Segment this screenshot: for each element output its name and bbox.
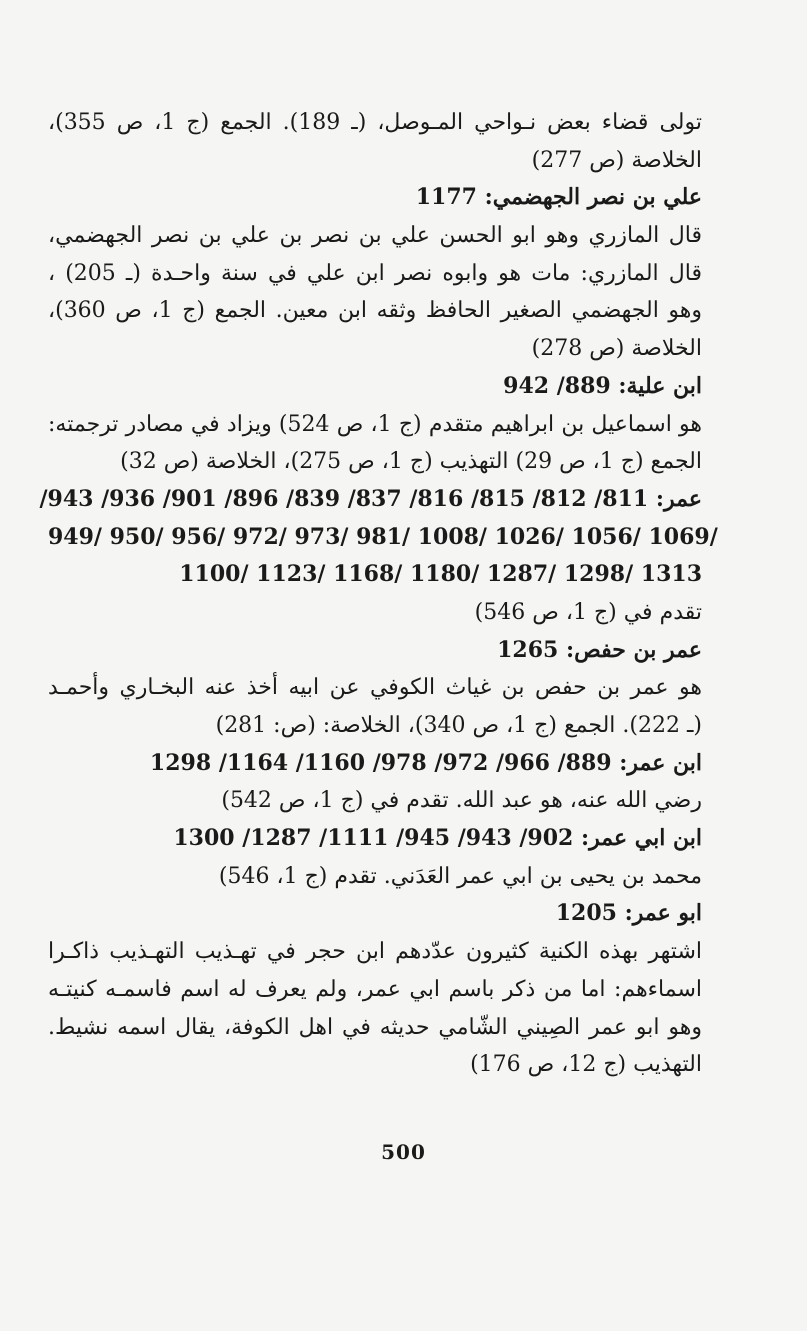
text-line: الجمع (ج 1، ص 29) التهذيب (ج 1، ص 275)، الخلاصة (ص 32) [120,449,702,475]
text-line: الخلاصة (ص 277) [531,147,702,173]
entry-heading: ابن عمر: 889/ 966/ 972/ 978/ 1160/ 1164/ 1298 [149,749,702,776]
text-line: اشتهر بهذه الكنية كثيرون عدّدهم ابن حجر في تهـذيب التهـذيب ذاكـرا [48,939,702,965]
text-line: تولى قضاء بعض نـواحي المـوصل، (ـ 189). الجمع (ج 1، ص 355)، [48,110,702,135]
text-line: وهو ابو عمر الصِيني الشّامي حديثه في اهل الكوفة، يقال اسمه نشيط. [48,1014,702,1040]
text-line: رضي الله عنه، هو عبد الله. تقدم في (ج 1، ص 542) [221,788,702,814]
entry-heading: علي بن نصر الجهضمي: 1177 [415,184,702,211]
text-line: وهو الجهضمي الصغير الحافظ وثقه ابن معين. الجمع (ج 1، ص 360)، [48,298,703,324]
entry-heading: ابو عمر: 1205 [555,900,702,927]
text-line: اسماءهم: اما من ذكر باسم ابي عمر، ولم يعرف له اسم فاسمـه كنيتـه [48,976,702,1002]
text-line: قال المازري: مات هو وابوه نصر ابن علي في سنة واحـدة (ـ 205) ، [48,260,702,286]
page-number: 500 [381,1140,426,1164]
text-line: 949/ 950/ 956/ 972/ 973/ 981/ 1008/ 1026/ 1056/ 1069/ [48,523,718,550]
text-line: (ـ 222). الجمع (ج 1، ص 340)، الخلاصة: (ص: 281) [215,713,702,738]
entry-heading: ابن علية: 889/ 942 [503,372,702,399]
main-text [39,104,718,1084]
entry-heading: عمر بن حفص: 1265 [497,636,702,663]
text-line: التهذيب (ج 12، ص 176) [470,1052,702,1078]
text-line: هو عمر بن حفص بن غياث الكوفي عن ابيه أخذ عنه البخـاري وأحمـد [48,675,702,701]
entry-heading: عمر: 811/ 812/ 815/ 816/ 837/ 839/ 896/ 901/ 936/ 943/ [39,485,702,512]
text-line: قال المازري وهو ابو الحسن علي بن نصر بن علي بن نصر الجهضمي، [48,223,702,249]
text-line: 1100/ 1123/ 1168/ 1180/ 1287/ 1298/ 1313 [179,561,702,588]
text-line: محمد بن يحيى بن ابي عمر العَدَني. تقدم (ج 1، 546) [218,863,702,889]
text-line: الخلاصة (ص 278) [531,336,702,362]
text-line: هو اسماعيل بن ابراهيم متقدم (ج 1، ص 524) ويزاد في مصادر ترجمته: [48,411,702,437]
entry-heading: ابن ابي عمر: 902/ 943/ 945/ 1111/ 1287/ 1300 [173,825,702,852]
text-line: تقدم في (ج 1، ص 546) [474,599,702,625]
